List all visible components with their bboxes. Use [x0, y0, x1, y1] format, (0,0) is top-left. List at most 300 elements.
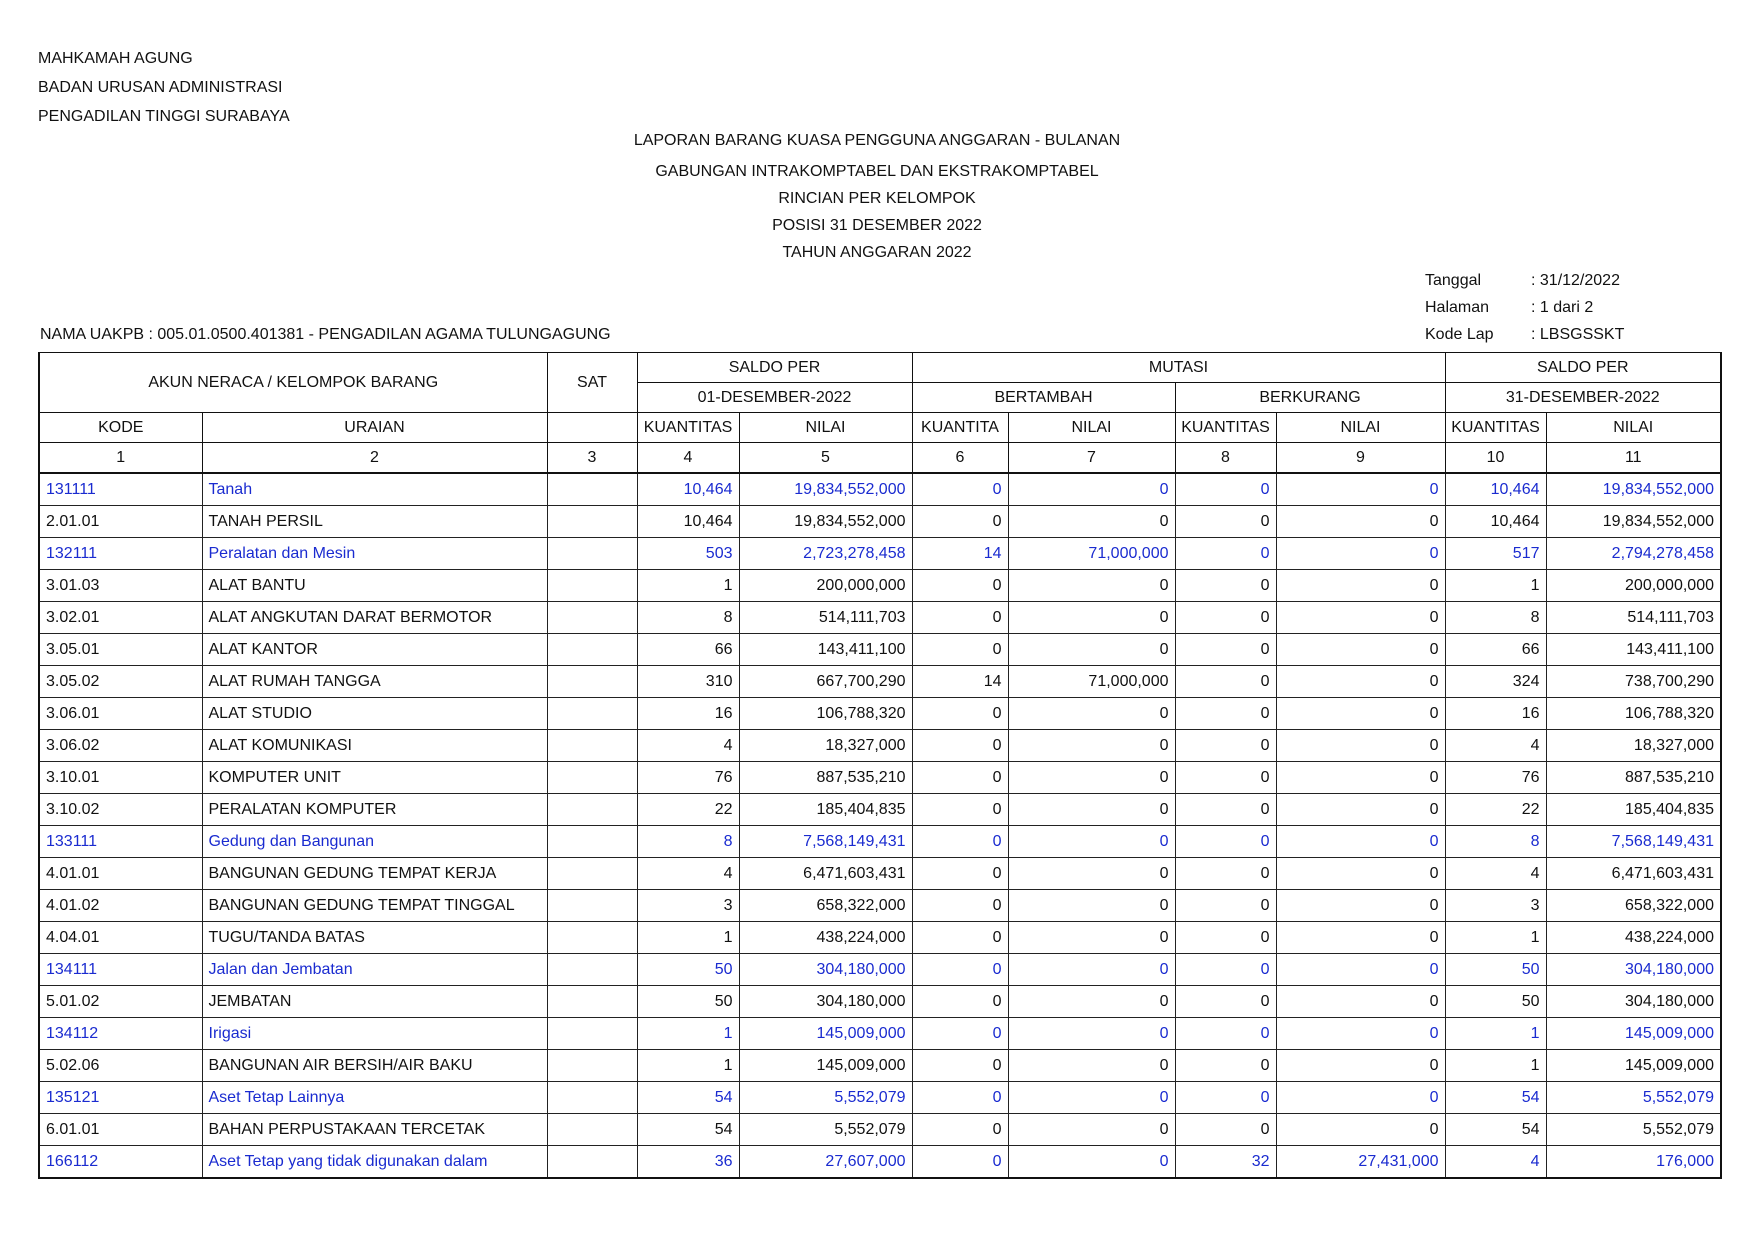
cell-kuantitas-bertambah: 0 — [912, 730, 1008, 762]
cell-kode: 166112 — [39, 1146, 202, 1179]
cell-kuantitas-bertambah: 14 — [912, 538, 1008, 570]
cell-nilai-bertambah: 0 — [1008, 858, 1175, 890]
cell-kuantitas-berkurang: 0 — [1175, 1082, 1276, 1114]
cell-kuantitas-awal: 10,464 — [637, 506, 739, 538]
table-row — [39, 762, 1721, 794]
cell-uraian: BANGUNAN GEDUNG TEMPAT KERJA — [202, 858, 547, 890]
nilai-header-11: NILAI — [1546, 413, 1721, 443]
cell-kuantitas-bertambah: 0 — [912, 762, 1008, 794]
halaman-label: Halaman — [1425, 299, 1490, 316]
cell-sat — [547, 634, 637, 666]
cell-nilai-akhir: 514,111,703 — [1546, 602, 1721, 634]
cell-kode: 3.01.03 — [39, 570, 202, 602]
cell-nilai-akhir: 2,794,278,458 — [1546, 538, 1721, 570]
cell-kuantitas-bertambah: 0 — [912, 1018, 1008, 1050]
cell-kuantitas-berkurang: 0 — [1175, 473, 1276, 506]
saldo-akhir-header: SALDO PER — [1445, 353, 1721, 383]
col-number-1: 1 — [39, 443, 202, 474]
cell-kode: 3.06.02 — [39, 730, 202, 762]
cell-sat — [547, 698, 637, 730]
cell-nilai-bertambah: 0 — [1008, 506, 1175, 538]
report-title-3: RINCIAN PER KELOMPOK — [778, 190, 976, 207]
cell-uraian: Peralatan dan Mesin — [202, 538, 547, 570]
cell-uraian: BANGUNAN GEDUNG TEMPAT TINGGAL — [202, 890, 547, 922]
cell-kuantitas-awal: 1 — [637, 570, 739, 602]
cell-nilai-bertambah: 0 — [1008, 570, 1175, 602]
cell-kuantitas-awal: 36 — [637, 1146, 739, 1179]
cell-kuantitas-berkurang: 0 — [1175, 730, 1276, 762]
cell-nilai-awal: 304,180,000 — [739, 954, 912, 986]
cell-nilai-awal: 6,471,603,431 — [739, 858, 912, 890]
cell-kuantitas-berkurang: 0 — [1175, 1050, 1276, 1082]
cell-nilai-awal: 18,327,000 — [739, 730, 912, 762]
cell-kuantitas-awal: 8 — [637, 826, 739, 858]
cell-kuantitas-akhir: 10,464 — [1445, 473, 1546, 506]
cell-nilai-awal: 145,009,000 — [739, 1018, 912, 1050]
group-row — [39, 1146, 1721, 1179]
cell-nilai-bertambah: 0 — [1008, 1082, 1175, 1114]
table-row — [39, 890, 1721, 922]
cell-kode: 3.05.02 — [39, 666, 202, 698]
cell-nilai-bertambah: 0 — [1008, 986, 1175, 1018]
col-number-5: 5 — [739, 443, 912, 474]
cell-nilai-awal: 658,322,000 — [739, 890, 912, 922]
cell-nilai-berkurang: 0 — [1276, 698, 1445, 730]
cell-kuantitas-bertambah: 0 — [912, 890, 1008, 922]
cell-kuantitas-awal: 54 — [637, 1082, 739, 1114]
cell-nilai-bertambah: 71,000,000 — [1008, 666, 1175, 698]
cell-sat — [547, 858, 637, 890]
saldo-akhir-date: 31-DESEMBER-2022 — [1445, 383, 1721, 413]
report-title-2: GABUNGAN INTRAKOMPTABEL DAN EKSTRAKOMPTABEL — [655, 163, 1099, 180]
cell-kode: 3.10.01 — [39, 762, 202, 794]
col-number-2: 2 — [202, 443, 547, 474]
cell-kuantitas-awal: 8 — [637, 602, 739, 634]
table-row — [39, 1050, 1721, 1082]
cell-nilai-bertambah: 0 — [1008, 1050, 1175, 1082]
cell-nilai-awal: 7,568,149,431 — [739, 826, 912, 858]
cell-kode: 3.05.01 — [39, 634, 202, 666]
cell-kuantitas-akhir: 8 — [1445, 826, 1546, 858]
cell-uraian: KOMPUTER UNIT — [202, 762, 547, 794]
cell-nilai-awal: 438,224,000 — [739, 922, 912, 954]
cell-kode: 6.01.01 — [39, 1114, 202, 1146]
kode-lap-label: Kode Lap — [1425, 326, 1494, 343]
cell-kuantitas-bertambah: 0 — [912, 794, 1008, 826]
cell-nilai-akhir: 18,327,000 — [1546, 730, 1721, 762]
cell-nilai-berkurang: 0 — [1276, 538, 1445, 570]
saldo-awal-date: 01-DESEMBER-2022 — [637, 383, 912, 413]
cell-kuantitas-awal: 76 — [637, 762, 739, 794]
cell-nilai-awal: 887,535,210 — [739, 762, 912, 794]
cell-kuantitas-bertambah: 0 — [912, 506, 1008, 538]
cell-kuantitas-bertambah: 0 — [912, 698, 1008, 730]
cell-kode: 134112 — [39, 1018, 202, 1050]
cell-uraian: ALAT ANGKUTAN DARAT BERMOTOR — [202, 602, 547, 634]
cell-kuantitas-akhir: 1 — [1445, 922, 1546, 954]
cell-nilai-berkurang: 0 — [1276, 570, 1445, 602]
cell-nilai-berkurang: 0 — [1276, 506, 1445, 538]
cell-kuantitas-awal: 50 — [637, 986, 739, 1018]
cell-kuantitas-bertambah: 0 — [912, 1114, 1008, 1146]
kuantitas-header-8: KUANTITAS — [1175, 413, 1276, 443]
cell-uraian: ALAT STUDIO — [202, 698, 547, 730]
cell-kuantitas-berkurang: 0 — [1175, 1114, 1276, 1146]
cell-nilai-akhir: 7,568,149,431 — [1546, 826, 1721, 858]
col-number-7: 7 — [1008, 443, 1175, 474]
cell-nilai-berkurang: 0 — [1276, 762, 1445, 794]
col-number-6: 6 — [912, 443, 1008, 474]
cell-kuantitas-bertambah: 0 — [912, 1146, 1008, 1179]
col-number-9: 9 — [1276, 443, 1445, 474]
cell-nilai-berkurang: 0 — [1276, 858, 1445, 890]
cell-nilai-bertambah: 0 — [1008, 794, 1175, 826]
cell-kuantitas-berkurang: 0 — [1175, 1018, 1276, 1050]
cell-sat — [547, 666, 637, 698]
cell-sat — [547, 954, 637, 986]
col-number-10: 10 — [1445, 443, 1546, 474]
cell-nilai-awal: 145,009,000 — [739, 1050, 912, 1082]
kode-header: KODE — [39, 413, 202, 443]
sat-header: SAT — [547, 353, 637, 413]
mutasi-header: MUTASI — [912, 353, 1445, 383]
cell-kuantitas-berkurang: 0 — [1175, 762, 1276, 794]
table-body — [39, 473, 1721, 1178]
cell-kuantitas-akhir: 1 — [1445, 570, 1546, 602]
cell-kuantitas-bertambah: 0 — [912, 473, 1008, 506]
col-number-11: 11 — [1546, 443, 1721, 474]
cell-uraian: ALAT RUMAH TANGGA — [202, 666, 547, 698]
cell-kuantitas-berkurang: 0 — [1175, 602, 1276, 634]
cell-kuantitas-akhir: 4 — [1445, 858, 1546, 890]
cell-sat — [547, 794, 637, 826]
cell-uraian: Jalan dan Jembatan — [202, 954, 547, 986]
table-row — [39, 794, 1721, 826]
cell-kuantitas-berkurang: 0 — [1175, 858, 1276, 890]
cell-nilai-akhir: 658,322,000 — [1546, 890, 1721, 922]
cell-nilai-awal: 304,180,000 — [739, 986, 912, 1018]
cell-uraian: Aset Tetap Lainnya — [202, 1082, 547, 1114]
cell-kuantitas-berkurang: 0 — [1175, 826, 1276, 858]
cell-sat — [547, 1146, 637, 1179]
cell-uraian: Gedung dan Bangunan — [202, 826, 547, 858]
cell-sat — [547, 890, 637, 922]
cell-kuantitas-berkurang: 0 — [1175, 922, 1276, 954]
cell-kuantitas-awal: 1 — [637, 1050, 739, 1082]
cell-uraian: Aset Tetap yang tidak digunakan dalam — [202, 1146, 547, 1179]
cell-kuantitas-bertambah: 0 — [912, 570, 1008, 602]
cell-kuantitas-berkurang: 0 — [1175, 506, 1276, 538]
org-line-3: PENGADILAN TINGGI SURABAYA — [38, 108, 290, 125]
cell-nilai-akhir: 200,000,000 — [1546, 570, 1721, 602]
cell-sat — [547, 538, 637, 570]
cell-nilai-berkurang: 0 — [1276, 602, 1445, 634]
report-title-4: POSISI 31 DESEMBER 2022 — [772, 217, 982, 234]
cell-kuantitas-bertambah: 0 — [912, 826, 1008, 858]
cell-nilai-bertambah: 0 — [1008, 1114, 1175, 1146]
cell-kuantitas-akhir: 1 — [1445, 1018, 1546, 1050]
cell-kuantitas-berkurang: 0 — [1175, 634, 1276, 666]
kuantitas-header-10: KUANTITAS — [1445, 413, 1546, 443]
cell-nilai-berkurang: 0 — [1276, 890, 1445, 922]
tanggal-value: : 31/12/2022 — [1531, 272, 1620, 289]
cell-kuantitas-awal: 3 — [637, 890, 739, 922]
cell-kuantitas-akhir: 10,464 — [1445, 506, 1546, 538]
cell-uraian: JEMBATAN — [202, 986, 547, 1018]
cell-nilai-akhir: 887,535,210 — [1546, 762, 1721, 794]
cell-nilai-awal: 143,411,100 — [739, 634, 912, 666]
cell-uraian: Tanah — [202, 473, 547, 506]
cell-uraian: ALAT KANTOR — [202, 634, 547, 666]
cell-kuantitas-akhir: 50 — [1445, 954, 1546, 986]
col-number-8: 8 — [1175, 443, 1276, 474]
bertambah-header: BERTAMBAH — [912, 383, 1175, 413]
cell-nilai-berkurang: 0 — [1276, 1018, 1445, 1050]
cell-uraian: BANGUNAN AIR BERSIH/AIR BAKU — [202, 1050, 547, 1082]
cell-uraian: BAHAN PERPUSTAKAAN TERCETAK — [202, 1114, 547, 1146]
cell-kuantitas-akhir: 22 — [1445, 794, 1546, 826]
cell-kuantitas-akhir: 3 — [1445, 890, 1546, 922]
cell-nilai-awal: 5,552,079 — [739, 1082, 912, 1114]
cell-nilai-bertambah: 0 — [1008, 730, 1175, 762]
cell-kuantitas-berkurang: 0 — [1175, 794, 1276, 826]
group-row — [39, 1082, 1721, 1114]
cell-nilai-awal: 27,607,000 — [739, 1146, 912, 1179]
cell-uraian: Irigasi — [202, 1018, 547, 1050]
cell-nilai-berkurang: 0 — [1276, 986, 1445, 1018]
cell-sat — [547, 1050, 637, 1082]
report-title-1: LAPORAN BARANG KUASA PENGGUNA ANGGARAN - BULANAN — [633, 132, 1121, 149]
cell-nilai-akhir: 106,788,320 — [1546, 698, 1721, 730]
cell-nilai-akhir: 143,411,100 — [1546, 634, 1721, 666]
cell-kode: 3.02.01 — [39, 602, 202, 634]
cell-nilai-bertambah: 0 — [1008, 602, 1175, 634]
cell-kode: 4.01.02 — [39, 890, 202, 922]
cell-kuantitas-awal: 503 — [637, 538, 739, 570]
cell-nilai-awal: 667,700,290 — [739, 666, 912, 698]
cell-kode: 3.06.01 — [39, 698, 202, 730]
group-row — [39, 538, 1721, 570]
cell-nilai-berkurang: 0 — [1276, 826, 1445, 858]
report-table — [38, 352, 1722, 1179]
cell-nilai-awal: 19,834,552,000 — [739, 473, 912, 506]
cell-kode: 5.02.06 — [39, 1050, 202, 1082]
cell-nilai-akhir: 145,009,000 — [1546, 1050, 1721, 1082]
cell-kuantitas-berkurang: 0 — [1175, 698, 1276, 730]
cell-sat — [547, 602, 637, 634]
table-row — [39, 506, 1721, 538]
cell-sat — [547, 826, 637, 858]
berkurang-header: BERKURANG — [1175, 383, 1445, 413]
cell-kuantitas-bertambah: 0 — [912, 1082, 1008, 1114]
report-meta — [1425, 272, 1624, 353]
cell-kuantitas-bertambah: 0 — [912, 954, 1008, 986]
cell-uraian: TANAH PERSIL — [202, 506, 547, 538]
cell-kuantitas-berkurang: 0 — [1175, 666, 1276, 698]
table-row — [39, 602, 1721, 634]
col-number-4: 4 — [637, 443, 739, 474]
cell-kuantitas-akhir: 1 — [1445, 1050, 1546, 1082]
cell-kuantitas-berkurang: 0 — [1175, 986, 1276, 1018]
cell-uraian: ALAT KOMUNIKASI — [202, 730, 547, 762]
cell-kuantitas-awal: 1 — [637, 922, 739, 954]
group-row — [39, 954, 1721, 986]
table-row — [39, 986, 1721, 1018]
cell-kuantitas-awal: 50 — [637, 954, 739, 986]
cell-kode: 3.10.02 — [39, 794, 202, 826]
cell-sat — [547, 1018, 637, 1050]
cell-kuantitas-bertambah: 0 — [912, 922, 1008, 954]
cell-kuantitas-awal: 4 — [637, 730, 739, 762]
kuantita-header-6: KUANTITA — [912, 413, 1008, 443]
cell-nilai-awal: 185,404,835 — [739, 794, 912, 826]
cell-sat — [547, 473, 637, 506]
cell-kode: 4.01.01 — [39, 858, 202, 890]
cell-nilai-berkurang: 0 — [1276, 1082, 1445, 1114]
cell-nilai-berkurang: 0 — [1276, 922, 1445, 954]
table-row — [39, 922, 1721, 954]
cell-kuantitas-berkurang: 32 — [1175, 1146, 1276, 1179]
kuantitas-header-4: KUANTITAS — [637, 413, 739, 443]
col-number-3: 3 — [547, 443, 637, 474]
cell-nilai-berkurang: 0 — [1276, 666, 1445, 698]
tanggal-label: Tanggal — [1425, 272, 1482, 289]
cell-nilai-berkurang: 27,431,000 — [1276, 1146, 1445, 1179]
cell-nilai-berkurang: 0 — [1276, 794, 1445, 826]
cell-nilai-bertambah: 0 — [1008, 698, 1175, 730]
cell-sat — [547, 506, 637, 538]
cell-sat — [547, 1114, 637, 1146]
nilai-header-9: NILAI — [1276, 413, 1445, 443]
cell-kuantitas-akhir: 324 — [1445, 666, 1546, 698]
cell-sat — [547, 762, 637, 794]
cell-nilai-akhir: 5,552,079 — [1546, 1114, 1721, 1146]
table-row — [39, 1114, 1721, 1146]
cell-nilai-bertambah: 0 — [1008, 954, 1175, 986]
cell-sat — [547, 570, 637, 602]
cell-nilai-akhir: 304,180,000 — [1546, 954, 1721, 986]
cell-kode: 132111 — [39, 538, 202, 570]
cell-uraian: PERALATAN KOMPUTER — [202, 794, 547, 826]
cell-kuantitas-awal: 66 — [637, 634, 739, 666]
cell-kuantitas-akhir: 4 — [1445, 1146, 1546, 1179]
cell-kode: 135121 — [39, 1082, 202, 1114]
cell-nilai-berkurang: 0 — [1276, 954, 1445, 986]
cell-nilai-bertambah: 0 — [1008, 922, 1175, 954]
cell-uraian: TUGU/TANDA BATAS — [202, 922, 547, 954]
cell-kuantitas-berkurang: 0 — [1175, 570, 1276, 602]
cell-kuantitas-akhir: 66 — [1445, 634, 1546, 666]
group-row — [39, 826, 1721, 858]
cell-nilai-bertambah: 0 — [1008, 890, 1175, 922]
uakpb-name: NAMA UAKPB : 005.01.0500.401381 - PENGADILAN AGAMA TULUNGAGUNG — [40, 326, 611, 343]
sat-blank — [547, 413, 637, 443]
cell-kuantitas-bertambah: 0 — [912, 986, 1008, 1018]
cell-nilai-bertambah: 0 — [1008, 1146, 1175, 1179]
nilai-header-5: NILAI — [739, 413, 912, 443]
cell-kuantitas-akhir: 517 — [1445, 538, 1546, 570]
cell-kuantitas-berkurang: 0 — [1175, 890, 1276, 922]
cell-kode: 5.01.02 — [39, 986, 202, 1018]
cell-kuantitas-akhir: 4 — [1445, 730, 1546, 762]
cell-kuantitas-akhir: 8 — [1445, 602, 1546, 634]
cell-kuantitas-awal: 22 — [637, 794, 739, 826]
org-line-1: MAHKAMAH AGUNG — [38, 50, 193, 67]
cell-uraian: ALAT BANTU — [202, 570, 547, 602]
cell-sat — [547, 922, 637, 954]
kode-lap-value: : LBSGSSKT — [1531, 326, 1625, 343]
cell-sat — [547, 986, 637, 1018]
table-row — [39, 666, 1721, 698]
cell-nilai-akhir: 6,471,603,431 — [1546, 858, 1721, 890]
cell-nilai-bertambah: 0 — [1008, 826, 1175, 858]
cell-kuantitas-bertambah: 14 — [912, 666, 1008, 698]
cell-nilai-awal: 2,723,278,458 — [739, 538, 912, 570]
cell-kuantitas-akhir: 76 — [1445, 762, 1546, 794]
cell-nilai-bertambah: 0 — [1008, 762, 1175, 794]
cell-kuantitas-bertambah: 0 — [912, 602, 1008, 634]
cell-nilai-akhir: 738,700,290 — [1546, 666, 1721, 698]
cell-nilai-awal: 19,834,552,000 — [739, 506, 912, 538]
cell-nilai-berkurang: 0 — [1276, 473, 1445, 506]
cell-kuantitas-awal: 310 — [637, 666, 739, 698]
cell-nilai-bertambah: 71,000,000 — [1008, 538, 1175, 570]
cell-kuantitas-awal: 1 — [637, 1018, 739, 1050]
table-row — [39, 858, 1721, 890]
cell-kuantitas-awal: 4 — [637, 858, 739, 890]
cell-kuantitas-berkurang: 0 — [1175, 954, 1276, 986]
cell-nilai-bertambah: 0 — [1008, 634, 1175, 666]
cell-nilai-berkurang: 0 — [1276, 1114, 1445, 1146]
cell-kuantitas-awal: 16 — [637, 698, 739, 730]
cell-kode: 133111 — [39, 826, 202, 858]
cell-nilai-berkurang: 0 — [1276, 634, 1445, 666]
cell-nilai-akhir: 19,834,552,000 — [1546, 473, 1721, 506]
cell-kuantitas-bertambah: 0 — [912, 1050, 1008, 1082]
table-header — [39, 353, 1721, 474]
cell-kuantitas-awal: 54 — [637, 1114, 739, 1146]
cell-nilai-berkurang: 0 — [1276, 1050, 1445, 1082]
cell-nilai-bertambah: 0 — [1008, 473, 1175, 506]
cell-nilai-awal: 5,552,079 — [739, 1114, 912, 1146]
cell-kuantitas-akhir: 54 — [1445, 1114, 1546, 1146]
cell-kode: 2.01.01 — [39, 506, 202, 538]
cell-kode: 131111 — [39, 473, 202, 506]
cell-nilai-awal: 106,788,320 — [739, 698, 912, 730]
cell-nilai-akhir: 176,000 — [1546, 1146, 1721, 1179]
cell-nilai-berkurang: 0 — [1276, 730, 1445, 762]
uraian-header: URAIAN — [202, 413, 547, 443]
table-row — [39, 730, 1721, 762]
cell-nilai-akhir: 19,834,552,000 — [1546, 506, 1721, 538]
cell-nilai-akhir: 145,009,000 — [1546, 1018, 1721, 1050]
cell-nilai-akhir: 438,224,000 — [1546, 922, 1721, 954]
halaman-value: : 1 dari 2 — [1531, 299, 1594, 316]
cell-kode: 4.04.01 — [39, 922, 202, 954]
cell-nilai-awal: 200,000,000 — [739, 570, 912, 602]
akun-header: AKUN NERACA / KELOMPOK BARANG — [39, 353, 547, 413]
cell-kuantitas-awal: 10,464 — [637, 473, 739, 506]
cell-kuantitas-bertambah: 0 — [912, 634, 1008, 666]
saldo-awal-header: SALDO PER — [637, 353, 912, 383]
cell-kuantitas-akhir: 16 — [1445, 698, 1546, 730]
cell-sat — [547, 1082, 637, 1114]
cell-sat — [547, 730, 637, 762]
cell-nilai-akhir: 5,552,079 — [1546, 1082, 1721, 1114]
table-row — [39, 634, 1721, 666]
table-row — [39, 698, 1721, 730]
cell-nilai-awal: 514,111,703 — [739, 602, 912, 634]
